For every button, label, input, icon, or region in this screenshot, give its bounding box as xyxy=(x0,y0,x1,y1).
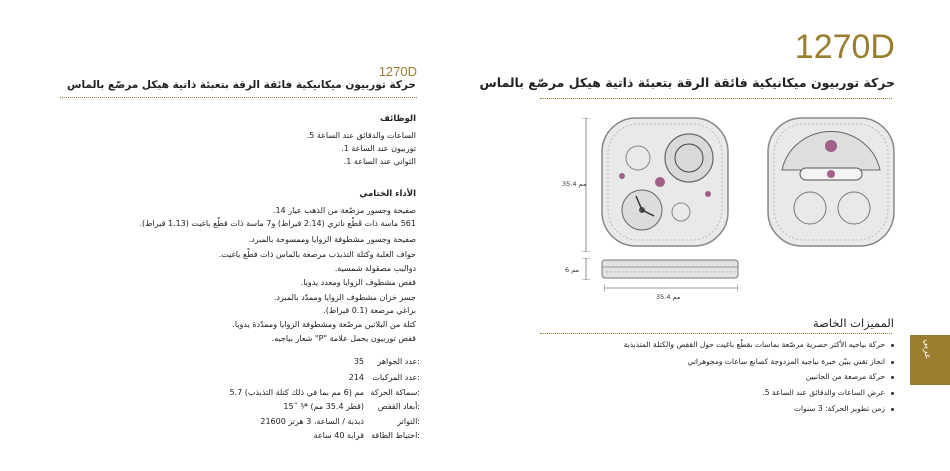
spec-row xyxy=(280,357,420,369)
features-divider xyxy=(540,333,892,334)
thickness-dimension-label: 6 مم xyxy=(565,266,580,274)
right-divider xyxy=(540,98,892,99)
function-line: الساعات والدقائق عند الساعة 5. xyxy=(306,131,416,140)
spec-label: أبعاد القفص: xyxy=(377,402,420,411)
thickness-dimension-line xyxy=(582,258,590,280)
spec-row xyxy=(229,388,420,400)
feature-text: انجاز تقني يبيّن خبرة بياجيه المزدوجة كصانع ساعات ومجوهراتي xyxy=(687,357,885,366)
spec-row xyxy=(280,431,420,443)
width-dimension-line xyxy=(604,284,738,292)
bullet-icon xyxy=(891,376,894,379)
finish-heading: الأداء الختامي xyxy=(359,189,416,199)
spec-value: 35 xyxy=(353,357,364,366)
height-dimension-label: 35.4 مم xyxy=(562,180,587,188)
feature-text: زمن تطوير الحركة: 3 سنوات xyxy=(793,404,885,413)
language-tab[interactable] xyxy=(910,335,950,385)
feature-item xyxy=(794,404,894,413)
finish-line: جسر خزان مشطوف الزوايا وممدّد بالمبرد. xyxy=(273,293,416,302)
spec-row xyxy=(280,402,420,414)
finish-line: صفيحة وجسور مرصّعة من الذهب عيار 14. xyxy=(272,206,416,215)
spec-value: 214 xyxy=(348,373,364,382)
feature-item xyxy=(624,340,894,349)
finish-line: قفص توربيون يحمل علامة "P" شعار بياجيه. xyxy=(271,334,416,343)
movement-side-image xyxy=(600,258,740,280)
spec-label: سماكة الحركة: xyxy=(370,388,420,397)
finish-line: 561 ماسة ذات قَطْع ناتري (2.14 قيراط) و7 ماسة ذات قطْع باغيت (1.13 قيراط). xyxy=(139,219,416,228)
spec-label: عدد الجواهر: xyxy=(377,357,420,366)
spec-row xyxy=(280,373,420,385)
finish-line: قفص مشطوف الزوايا ومعدد يدويا. xyxy=(300,278,416,287)
left-movement-code: 1270D xyxy=(378,64,417,79)
finish-line: كتلة من البلاتين مرصّعة ومشطوفة الزوايا وممدّدة يدويا. xyxy=(232,320,416,329)
finish-line: حواف العلبة وكتلة التذبذب مرصعة بالماس ذات قطْع باغيت. xyxy=(218,250,416,259)
finish-line: صفيحة وجسور مشطوفة الزوايا وممسوحة بالمبرد. xyxy=(248,235,416,244)
spec-value: 21600 ذبذبة / الساعة، 3 هرتز xyxy=(260,417,364,426)
finish-line: دواليب مصقولة شمسية. xyxy=(334,264,416,273)
spec-value: 5.7 مم (6 مم بما في ذلك كتلة التذبذب) xyxy=(229,388,364,397)
spec-label: احتياط الطاقة: xyxy=(371,431,420,440)
feature-item xyxy=(762,388,894,397)
right-movement-code: 1270D xyxy=(794,28,895,66)
bullet-icon xyxy=(891,344,894,347)
movement-front-image xyxy=(586,112,744,252)
width-dimension-label: 35.4 مم xyxy=(656,293,681,301)
spec-value: قرابة 40 ساعة xyxy=(313,431,364,440)
function-line: توربيون عند الساعة 1. xyxy=(341,144,416,153)
spec-label: عدد المركبات: xyxy=(372,373,420,382)
spec-row xyxy=(260,417,420,429)
functions-heading: الوظائف xyxy=(380,114,416,124)
movement-back-image xyxy=(758,112,916,252)
bullet-icon xyxy=(891,392,894,395)
function-line: الثواني عند الساعة 1. xyxy=(343,157,416,166)
language-tab-label: عربي xyxy=(922,339,932,360)
spec-value: 15˝ ³⁄⁴ (قطر 35.4 مم) xyxy=(283,402,364,411)
features-heading: المميزات الخاصة xyxy=(812,316,894,330)
feature-item xyxy=(688,357,894,366)
spec-label: التواتر: xyxy=(397,417,420,426)
feature-text: حركة مرصعة من الجانبين xyxy=(805,372,885,381)
bullet-icon xyxy=(891,361,894,364)
left-divider xyxy=(60,97,417,98)
feature-text: حركة بياجيه الأكثر حصرية مرصّعة بماسات بقطْع باغيت حول القفص والكتلة المتذبذبة xyxy=(623,340,885,349)
right-movement-title: حركة توربيون ميكانيكية فائقة الرقة بتعبئة ذاتية هيكل مرصّع بالماس xyxy=(479,75,895,90)
feature-text: عرض الساعات والدقائق عند الساعة 5. xyxy=(762,388,885,397)
feature-item xyxy=(806,372,894,381)
bullet-icon xyxy=(891,408,894,411)
left-movement-title: حركة توربيون ميكانيكية فائقة الرقة بتعبئة ذاتية هيكل مرصّع بالماس xyxy=(66,79,416,91)
finish-line: براغي مرصعة (0.1 قيراط). xyxy=(323,306,416,315)
